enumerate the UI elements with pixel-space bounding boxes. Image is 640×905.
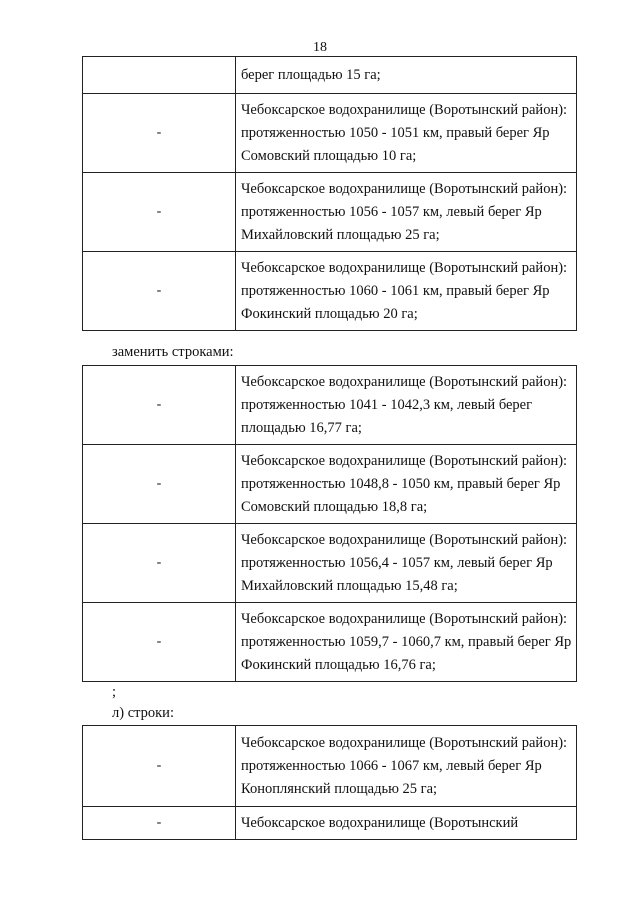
- row-text: Чебоксарское водохранилище (Воротынский район): протяженностью 1048,8 - 1050 км, правый берег Яр Сомовский площадью 18,8 га;: [241, 452, 568, 515]
- row-text: Чебоксарское водохранилище (Воротынский район): протяженностью 1050 - 1051 км, правый берег Яр Сомовский площадью 10 га;: [241, 101, 568, 164]
- table-row: [83, 807, 577, 840]
- row-marker: -: [83, 603, 236, 682]
- row-marker: -: [83, 807, 236, 840]
- table-row: [83, 603, 577, 682]
- table-row: [83, 94, 577, 173]
- table-row: [83, 445, 577, 524]
- row-text: Чебоксарское водохранилище (Воротынский район): протяженностью 1060 - 1061 км, правый берег Яр Фокинский площадью 20 га;: [241, 259, 568, 322]
- row-marker: -: [83, 366, 236, 445]
- page-number: 18: [313, 40, 327, 55]
- table-row: [83, 252, 577, 331]
- row-marker: -: [83, 252, 236, 331]
- row-text: Чебоксарское водохранилище (Воротынский район): протяженностью 1056 - 1057 км, левый берег Яр Михайловский площадью 25 га;: [241, 180, 568, 243]
- replace-label: заменить строками:: [112, 344, 234, 360]
- table-row: [83, 726, 577, 807]
- table-row: [83, 366, 577, 445]
- table-original-rows: [82, 56, 577, 331]
- row-marker: [83, 57, 236, 94]
- row-marker: -: [83, 726, 236, 807]
- row-text: Чебоксарское водохранилище (Воротынский район): протяженностью 1041 - 1042,3 км, левый берег площадью 16,77 га;: [241, 373, 568, 436]
- table-row: [83, 524, 577, 603]
- row-text: Чебоксарское водохранилище (Воротынский район): протяженностью 1066 - 1067 км, левый берег Яр Коноплянский площадью 25 га;: [241, 734, 568, 797]
- row-marker: -: [83, 94, 236, 173]
- row-text: Чебоксарское водохранилище (Воротынский район): протяженностью 1059,7 - 1060,7 км, правый берег Яр Фокинский площадью 16,76 га;: [241, 610, 572, 673]
- row-marker: -: [83, 173, 236, 252]
- table-next-rows: [82, 725, 577, 840]
- row-text: Чебоксарское водохранилище (Воротынский: [241, 814, 519, 831]
- strings-label: л) строки:: [112, 705, 174, 721]
- row-text: Чебоксарское водохранилище (Воротынский район): протяженностью 1056,4 - 1057 км, левый берег Яр Михайловский площадью 15,48 га;: [241, 531, 568, 594]
- table-row: [83, 173, 577, 252]
- table-row: [83, 57, 577, 94]
- row-text: берег площадью 15 га;: [241, 66, 381, 83]
- row-marker: -: [83, 445, 236, 524]
- semicolon-mark: ;: [112, 684, 117, 700]
- row-marker: -: [83, 524, 236, 603]
- table-replacement-rows: [82, 365, 577, 682]
